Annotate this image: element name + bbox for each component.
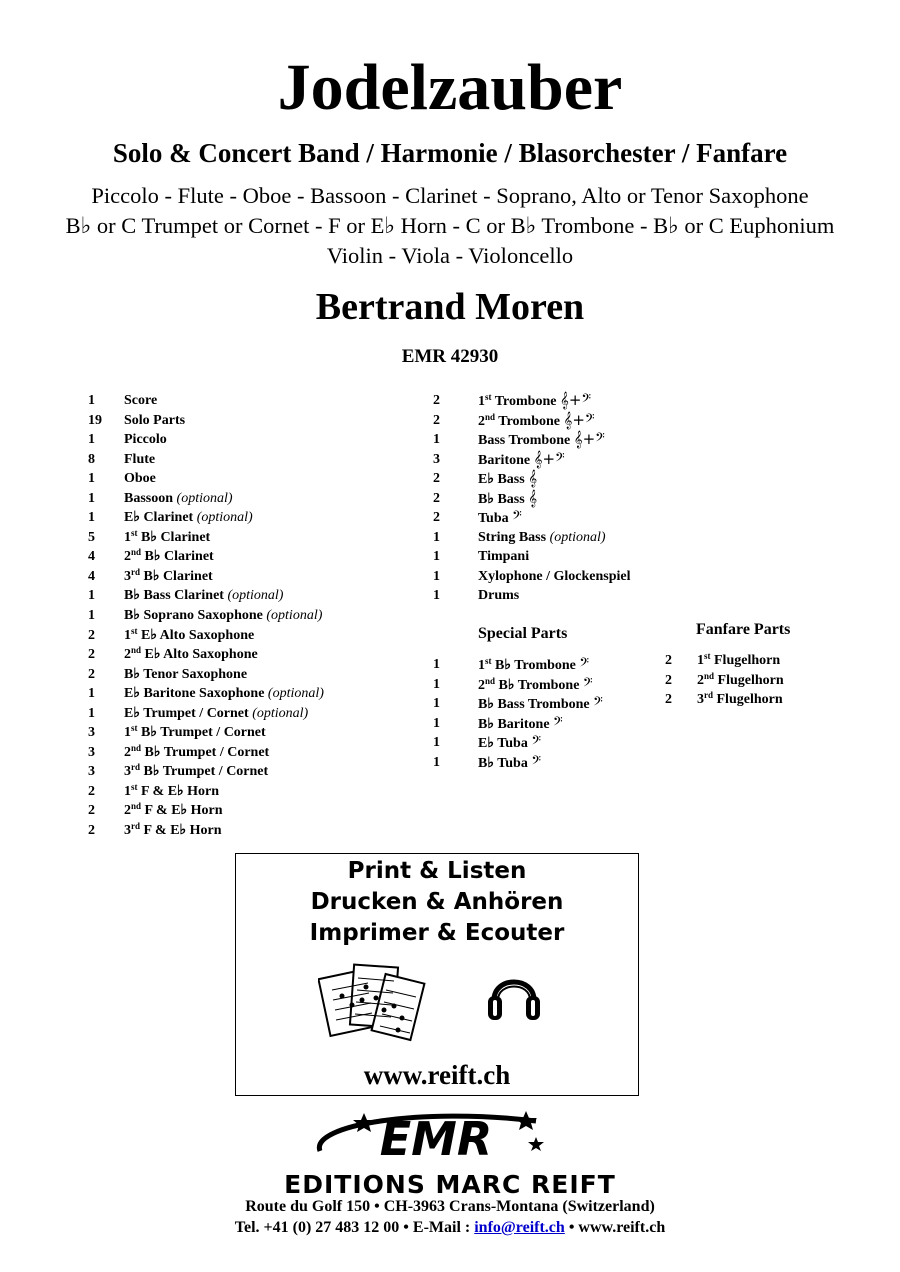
contact-phone: Tel. +41 (0) 27 483 12 00 • E-Mail : [234, 1219, 475, 1236]
ordinal-number: 1 [478, 658, 485, 673]
ordinal-suffix: nd [485, 411, 496, 422]
part-name [478, 450, 565, 471]
optional-note: (optional) [227, 588, 284, 604]
ordinal-suffix: nd [131, 801, 142, 812]
part-label: F & E♭ Horn [144, 803, 223, 819]
part-quantity: 2 [665, 692, 672, 708]
part-name [124, 645, 258, 665]
publisher-contact [0, 1217, 900, 1239]
part-quantity: 3 [88, 725, 95, 741]
part-quantity: 1 [88, 393, 95, 408]
part-label: E♭ Clarinet [124, 510, 194, 526]
ordinal-suffix: nd [131, 742, 142, 753]
ordinal-number: 1 [124, 627, 131, 643]
part-label: Piccolo [124, 432, 167, 448]
part-label: F & E♭ Horn [141, 783, 220, 799]
part-label: Tuba [478, 511, 509, 527]
part-label: Xylophone / Glockenspiel [478, 568, 631, 584]
sheet-music-icon [318, 960, 428, 1046]
ordinal-suffix: nd [131, 547, 142, 558]
optional-note: (optional) [549, 529, 606, 545]
part-name [124, 391, 157, 411]
ordinal-number: 1 [124, 529, 131, 545]
part-label: B♭ Bass Clarinet [124, 588, 224, 604]
part-label: Oboe [124, 471, 156, 487]
clef-icon: 𝄢 [579, 655, 590, 673]
ordinal-suffix: rd [131, 566, 140, 577]
part-label: E♭ Tuba [478, 736, 528, 752]
part-label: E♭ Trumpet / Cornet [124, 705, 249, 721]
clef-icon: 𝄞+𝄢 [573, 430, 605, 449]
clef-icon: 𝄢 [531, 752, 541, 771]
part-name [478, 489, 537, 510]
part-name [478, 391, 591, 412]
part-quantity: 2 [88, 823, 95, 839]
part-name [478, 733, 541, 754]
part-label: B♭ Baritone [478, 716, 550, 732]
part-label: B♭ Trumpet / Cornet [144, 744, 270, 760]
clef-icon: 𝄢 [553, 713, 563, 732]
part-label: F & E♭ Horn [143, 823, 222, 839]
part-name [697, 671, 784, 691]
ordinal-suffix: st [131, 781, 138, 792]
part-quantity: 2 [88, 647, 95, 663]
part-label: Score [124, 393, 158, 408]
part-label: Flute [124, 451, 156, 467]
instrumentation-line-1: Piccolo - Flute - Oboe - Bassoon - Clarinet - Soprano, Alto or Tenor Saxophone [91, 183, 809, 208]
part-name [124, 450, 155, 470]
part-quantity: 1 [433, 588, 440, 604]
promo-line-english: Print & Listen [347, 858, 527, 884]
optional-note: (optional) [267, 686, 324, 702]
clef-icon: 𝄞 [528, 469, 538, 488]
part-name [124, 586, 283, 606]
part-name [478, 714, 563, 735]
part-name [124, 801, 223, 821]
part-quantity: 1 [433, 696, 440, 712]
optional-note: (optional) [196, 510, 253, 526]
part-name [478, 567, 630, 587]
clef-icon: 𝄢 [593, 694, 603, 713]
ordinal-suffix: nd [485, 675, 496, 686]
part-name [124, 469, 156, 489]
part-name [124, 567, 213, 587]
ordinal-suffix: st [485, 656, 492, 666]
part-quantity: 2 [433, 510, 440, 526]
ordinal-number: 2 [124, 647, 131, 663]
part-quantity: 2 [433, 393, 440, 408]
part-label: E♭ Alto Saxophone [141, 627, 255, 643]
part-label: Baritone [478, 452, 531, 468]
optional-note: (optional) [176, 490, 233, 506]
optional-note: (optional) [252, 705, 309, 721]
ordinal-number: 2 [478, 677, 485, 693]
fanfare-parts-heading: Fanfare Parts [696, 621, 791, 638]
part-name [124, 821, 222, 841]
clef-icon: 𝄞+𝄢 [559, 391, 592, 409]
part-quantity: 2 [433, 471, 440, 487]
part-name [478, 655, 589, 676]
part-quantity: 1 [433, 432, 440, 448]
part-name [697, 651, 780, 671]
ordinal-number: 1 [478, 394, 485, 409]
ordinal-number: 3 [697, 692, 704, 708]
clef-icon: 𝄢 [582, 674, 593, 693]
ordinal-number: 1 [124, 725, 131, 741]
part-name [697, 690, 783, 710]
part-name [124, 665, 247, 685]
part-name [124, 684, 324, 704]
part-quantity: 1 [88, 432, 95, 448]
part-label: B♭ Clarinet [143, 568, 213, 584]
ordinal-suffix: st [131, 723, 138, 734]
part-name [478, 528, 606, 548]
ordinal-number: 2 [124, 744, 131, 760]
ordinal-suffix: nd [704, 670, 715, 681]
part-label: B♭ Trumpet / Cornet [143, 764, 269, 780]
headphones-icon [484, 964, 544, 1024]
ordinal-number: 3 [124, 568, 131, 584]
catalog-number: EMR 42930 [401, 346, 499, 367]
part-label: B♭ Clarinet [144, 549, 214, 565]
part-quantity: 1 [433, 754, 440, 770]
part-quantity: 4 [88, 568, 95, 584]
optional-note: (optional) [266, 608, 323, 624]
part-name [124, 430, 167, 450]
ordinal-number: 2 [124, 803, 131, 819]
part-quantity: 3 [88, 764, 95, 780]
promo-line-french: Imprimer & Ecouter [309, 920, 565, 946]
instrumentation-line-3: Violin - Viola - Violoncello [326, 243, 574, 268]
part-name [124, 743, 269, 763]
ordinal-suffix: rd [131, 821, 140, 832]
emr-logo-text: EMR [379, 1112, 493, 1166]
part-quantity: 1 [433, 529, 440, 545]
emr-logo [300, 1105, 565, 1167]
part-label: B♭ Clarinet [141, 529, 211, 545]
part-label: Flugelhorn [714, 653, 781, 668]
ordinal-suffix: rd [704, 690, 713, 701]
part-quantity: 2 [433, 490, 440, 506]
part-label: B♭ Tenor Saxophone [124, 666, 248, 682]
part-quantity: 1 [88, 705, 95, 721]
part-name [124, 762, 268, 782]
ordinal-number: 2 [124, 549, 131, 565]
part-name [124, 528, 210, 548]
part-label: Solo Parts [124, 412, 186, 428]
part-quantity: 1 [88, 608, 95, 624]
part-name [478, 675, 593, 696]
part-label: E♭ Baritone Saxophone [124, 686, 265, 702]
part-name [124, 489, 233, 509]
ordinal-suffix: st [131, 527, 138, 538]
part-label: Drums [478, 588, 520, 604]
title: Jodelzauber [277, 51, 623, 124]
instrumentation-line-2: B♭ or C Trumpet or Cornet - F or E♭ Horn - C or B♭ Trombone - B♭ or C Euphonium [65, 213, 835, 238]
ordinal-suffix: rd [131, 762, 140, 773]
part-quantity: 19 [88, 412, 102, 428]
part-name [478, 430, 605, 451]
clef-icon: 𝄞 [528, 488, 538, 507]
promo-line-german: Drucken & Anhören [310, 889, 564, 915]
part-name [124, 606, 322, 626]
part-quantity: 2 [88, 627, 95, 643]
composer: Bertrand Moren [315, 286, 585, 328]
part-name [478, 411, 595, 432]
part-quantity: 1 [88, 490, 95, 506]
part-quantity: 2 [88, 783, 95, 799]
part-label: B♭ Soprano Saxophone [124, 608, 263, 624]
part-label: B♭ Trombone [495, 658, 576, 673]
part-label: B♭ Trumpet / Cornet [141, 725, 266, 741]
part-quantity: 8 [88, 451, 95, 467]
print-listen-box [235, 853, 639, 1096]
part-label: B♭ Bass Trombone [478, 697, 590, 713]
clef-icon: 𝄢 [531, 733, 541, 752]
part-label: Flugelhorn [717, 672, 784, 688]
part-quantity: 2 [665, 653, 672, 668]
part-name [478, 586, 519, 606]
part-label: B♭ Bass [478, 491, 525, 507]
ordinal-number: 3 [124, 823, 131, 839]
ordinal-suffix: st [485, 392, 492, 402]
part-name [124, 782, 219, 802]
part-label: E♭ Alto Saxophone [144, 647, 258, 663]
part-quantity: 3 [433, 451, 440, 467]
ordinal-number: 2 [697, 672, 704, 688]
part-label: Bass Trombone [478, 433, 571, 449]
part-quantity: 4 [88, 549, 95, 565]
ordinal-suffix: nd [131, 645, 142, 656]
ordinal-suffix: st [131, 625, 138, 636]
part-quantity: 3 [88, 744, 95, 760]
part-name [124, 723, 266, 743]
ordinal-number: 2 [478, 413, 485, 429]
part-quantity: 1 [88, 471, 95, 487]
subtitle: Solo & Concert Band / Harmonie / Blasorchester / Fanfare [112, 138, 788, 168]
part-label: Trombone [498, 413, 560, 429]
part-quantity: 1 [88, 588, 95, 604]
part-quantity: 1 [433, 676, 440, 692]
part-name [124, 411, 185, 431]
publisher-address: Route du Golf 150 • CH-3963 Crans-Montana (Switzerland) [245, 1198, 655, 1215]
email-link[interactable]: info@reift.ch [474, 1219, 565, 1236]
part-quantity: 5 [88, 529, 95, 545]
clef-icon: 𝄢 [512, 508, 522, 527]
part-name [478, 508, 522, 529]
part-name [124, 547, 214, 567]
part-quantity: 2 [88, 803, 95, 819]
contact-website[interactable]: • www.reift.ch [564, 1219, 666, 1236]
part-quantity: 2 [665, 672, 672, 688]
website-link[interactable]: www.reift.ch [363, 1060, 511, 1090]
part-label: B♭ Trombone [498, 677, 580, 693]
part-name [478, 547, 529, 567]
ordinal-number: 1 [697, 653, 704, 668]
part-label: String Bass [478, 529, 547, 545]
part-name [124, 704, 308, 724]
ordinal-number: 1 [124, 783, 131, 799]
part-quantity: 2 [433, 412, 440, 428]
part-name [478, 469, 537, 490]
part-quantity: 1 [88, 686, 95, 702]
clef-icon: 𝄞+𝄢 [533, 449, 565, 468]
publisher-name: EDITIONS MARC REIFT [284, 1170, 616, 1199]
ordinal-suffix: st [704, 651, 711, 661]
part-quantity: 1 [433, 568, 440, 584]
part-quantity: 1 [433, 735, 440, 751]
part-label: Timpani [478, 549, 530, 565]
part-quantity: 1 [88, 510, 95, 526]
part-quantity: 1 [433, 715, 440, 731]
part-label: Trombone [494, 394, 557, 409]
part-label: B♭ Tuba [478, 755, 528, 771]
part-name [124, 508, 253, 528]
part-name [478, 753, 541, 774]
part-name [124, 626, 254, 646]
special-parts-heading: Special Parts [478, 625, 568, 642]
clef-icon: 𝄞+𝄢 [563, 410, 595, 429]
part-quantity: 1 [433, 657, 440, 672]
part-quantity: 1 [433, 549, 440, 565]
part-name [478, 694, 603, 715]
ordinal-number: 3 [124, 764, 131, 780]
part-label: Flugelhorn [716, 692, 783, 708]
part-quantity: 2 [88, 666, 95, 682]
part-label: E♭ Bass [478, 472, 525, 488]
part-label: Bassoon [124, 490, 174, 506]
